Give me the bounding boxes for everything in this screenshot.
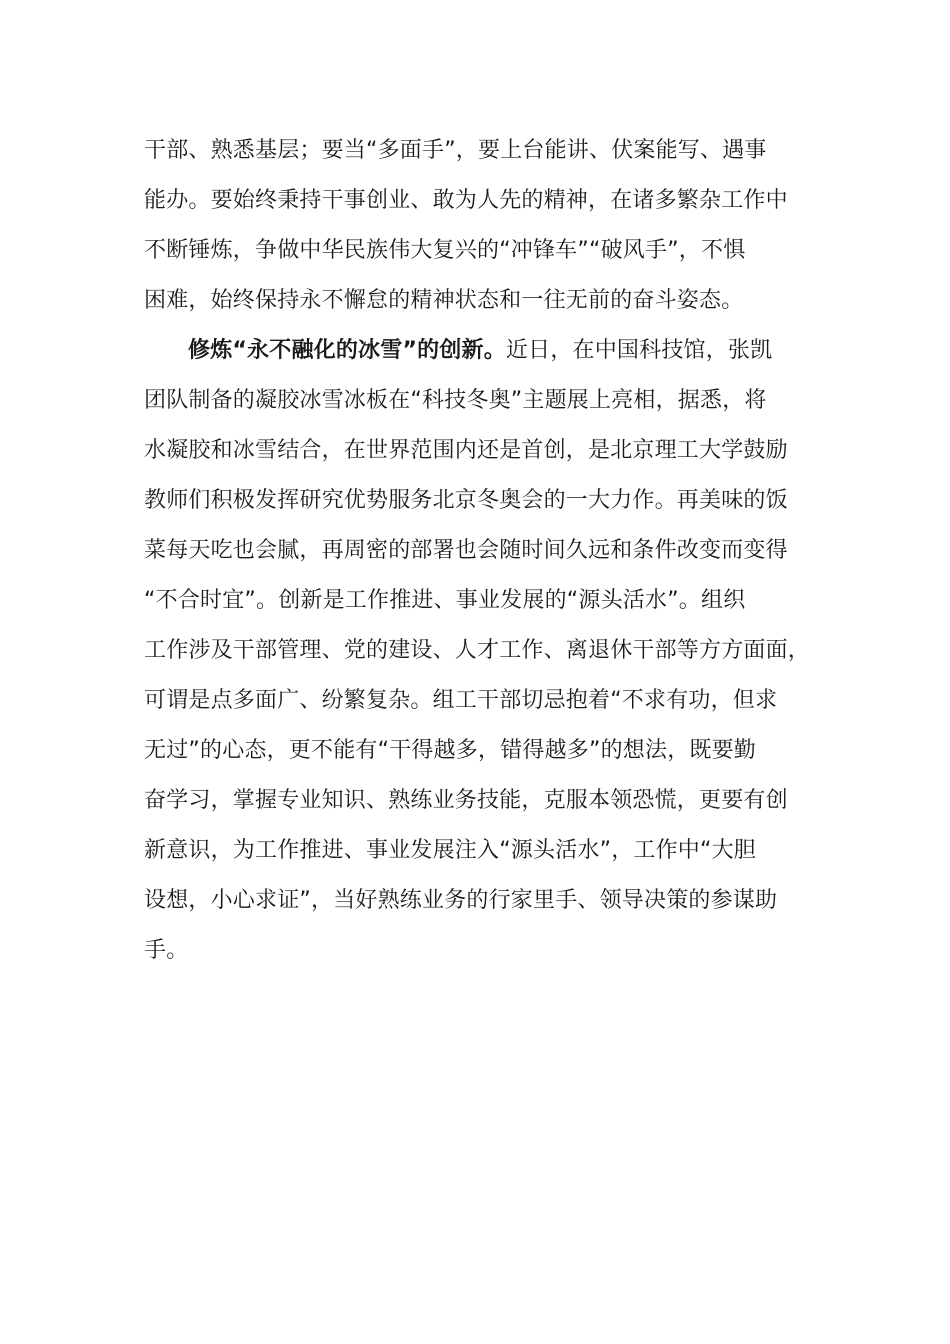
paragraph-line: “不合时宜”。创新是工作推进、事业发展的“源头活水”。组织 — [144, 588, 746, 613]
paragraph-line: 困难，始终保持永不懈怠的精神状态和一往无前的奋斗姿态。 — [144, 288, 744, 313]
paragraph-line: 奋学习，掌握专业知识、熟练业务技能，克服本领恐慌，更要有创 — [144, 788, 788, 813]
paragraph-line: 新意识，为工作推进、事业发展注入“源头活水”，工作中“大胆 — [144, 838, 756, 863]
paragraph-line: 团队制备的凝胶冰雪冰板在“科技冬奥”主题展上亮相，据悉，将 — [144, 388, 767, 413]
paragraph-line: 菜每天吃也会腻，再周密的部署也会随时间久远和条件改变而变得 — [144, 538, 788, 563]
paragraph-2 — [144, 326, 811, 976]
paragraph-first-line — [144, 326, 804, 376]
paragraph-line: 能办。要始终秉持干事创业、敢为人先的精神，在诸多繁杂工作中 — [144, 188, 788, 213]
paragraph-first-line-text: 近日，在中国科技馆，张凯 — [505, 338, 773, 363]
document-body — [144, 126, 811, 976]
paragraph-line: 水凝胶和冰雪结合，在世界范围内还是首创，是北京理工大学鼓励 — [144, 438, 788, 463]
paragraph-1 — [144, 126, 804, 326]
paragraph-line: 无过”的心态，更不能有“干得越多，错得越多”的想法，既要勤 — [144, 738, 756, 763]
paragraph-line: 教师们积极发挥研究优势服务北京冬奥会的一大力作。再美味的饭 — [144, 488, 788, 513]
paragraph-line: 手。 — [144, 938, 189, 963]
paragraph-heading: 修炼“永不融化的冰雪”的创新。 — [188, 338, 506, 363]
paragraph-line: 不断锤炼，争做中华民族伟大复兴的“冲锋车”“破风手”，不惧 — [144, 238, 746, 263]
paragraph-line: 设想，小心求证”，当好熟练业务的行家里手、领导决策的参谋助 — [144, 888, 778, 913]
paragraph-line: 干部、熟悉基层；要当“多面手”，要上台能讲、伏案能写、遇事 — [144, 138, 767, 163]
paragraph-line: 可谓是点多面广、纷繁复杂。组工干部切忌抱着“不求有功，但求 — [144, 688, 778, 713]
paragraph-line: 工作涉及干部管理、党的建设、人才工作、离退休干部等方方面面， — [144, 638, 811, 663]
